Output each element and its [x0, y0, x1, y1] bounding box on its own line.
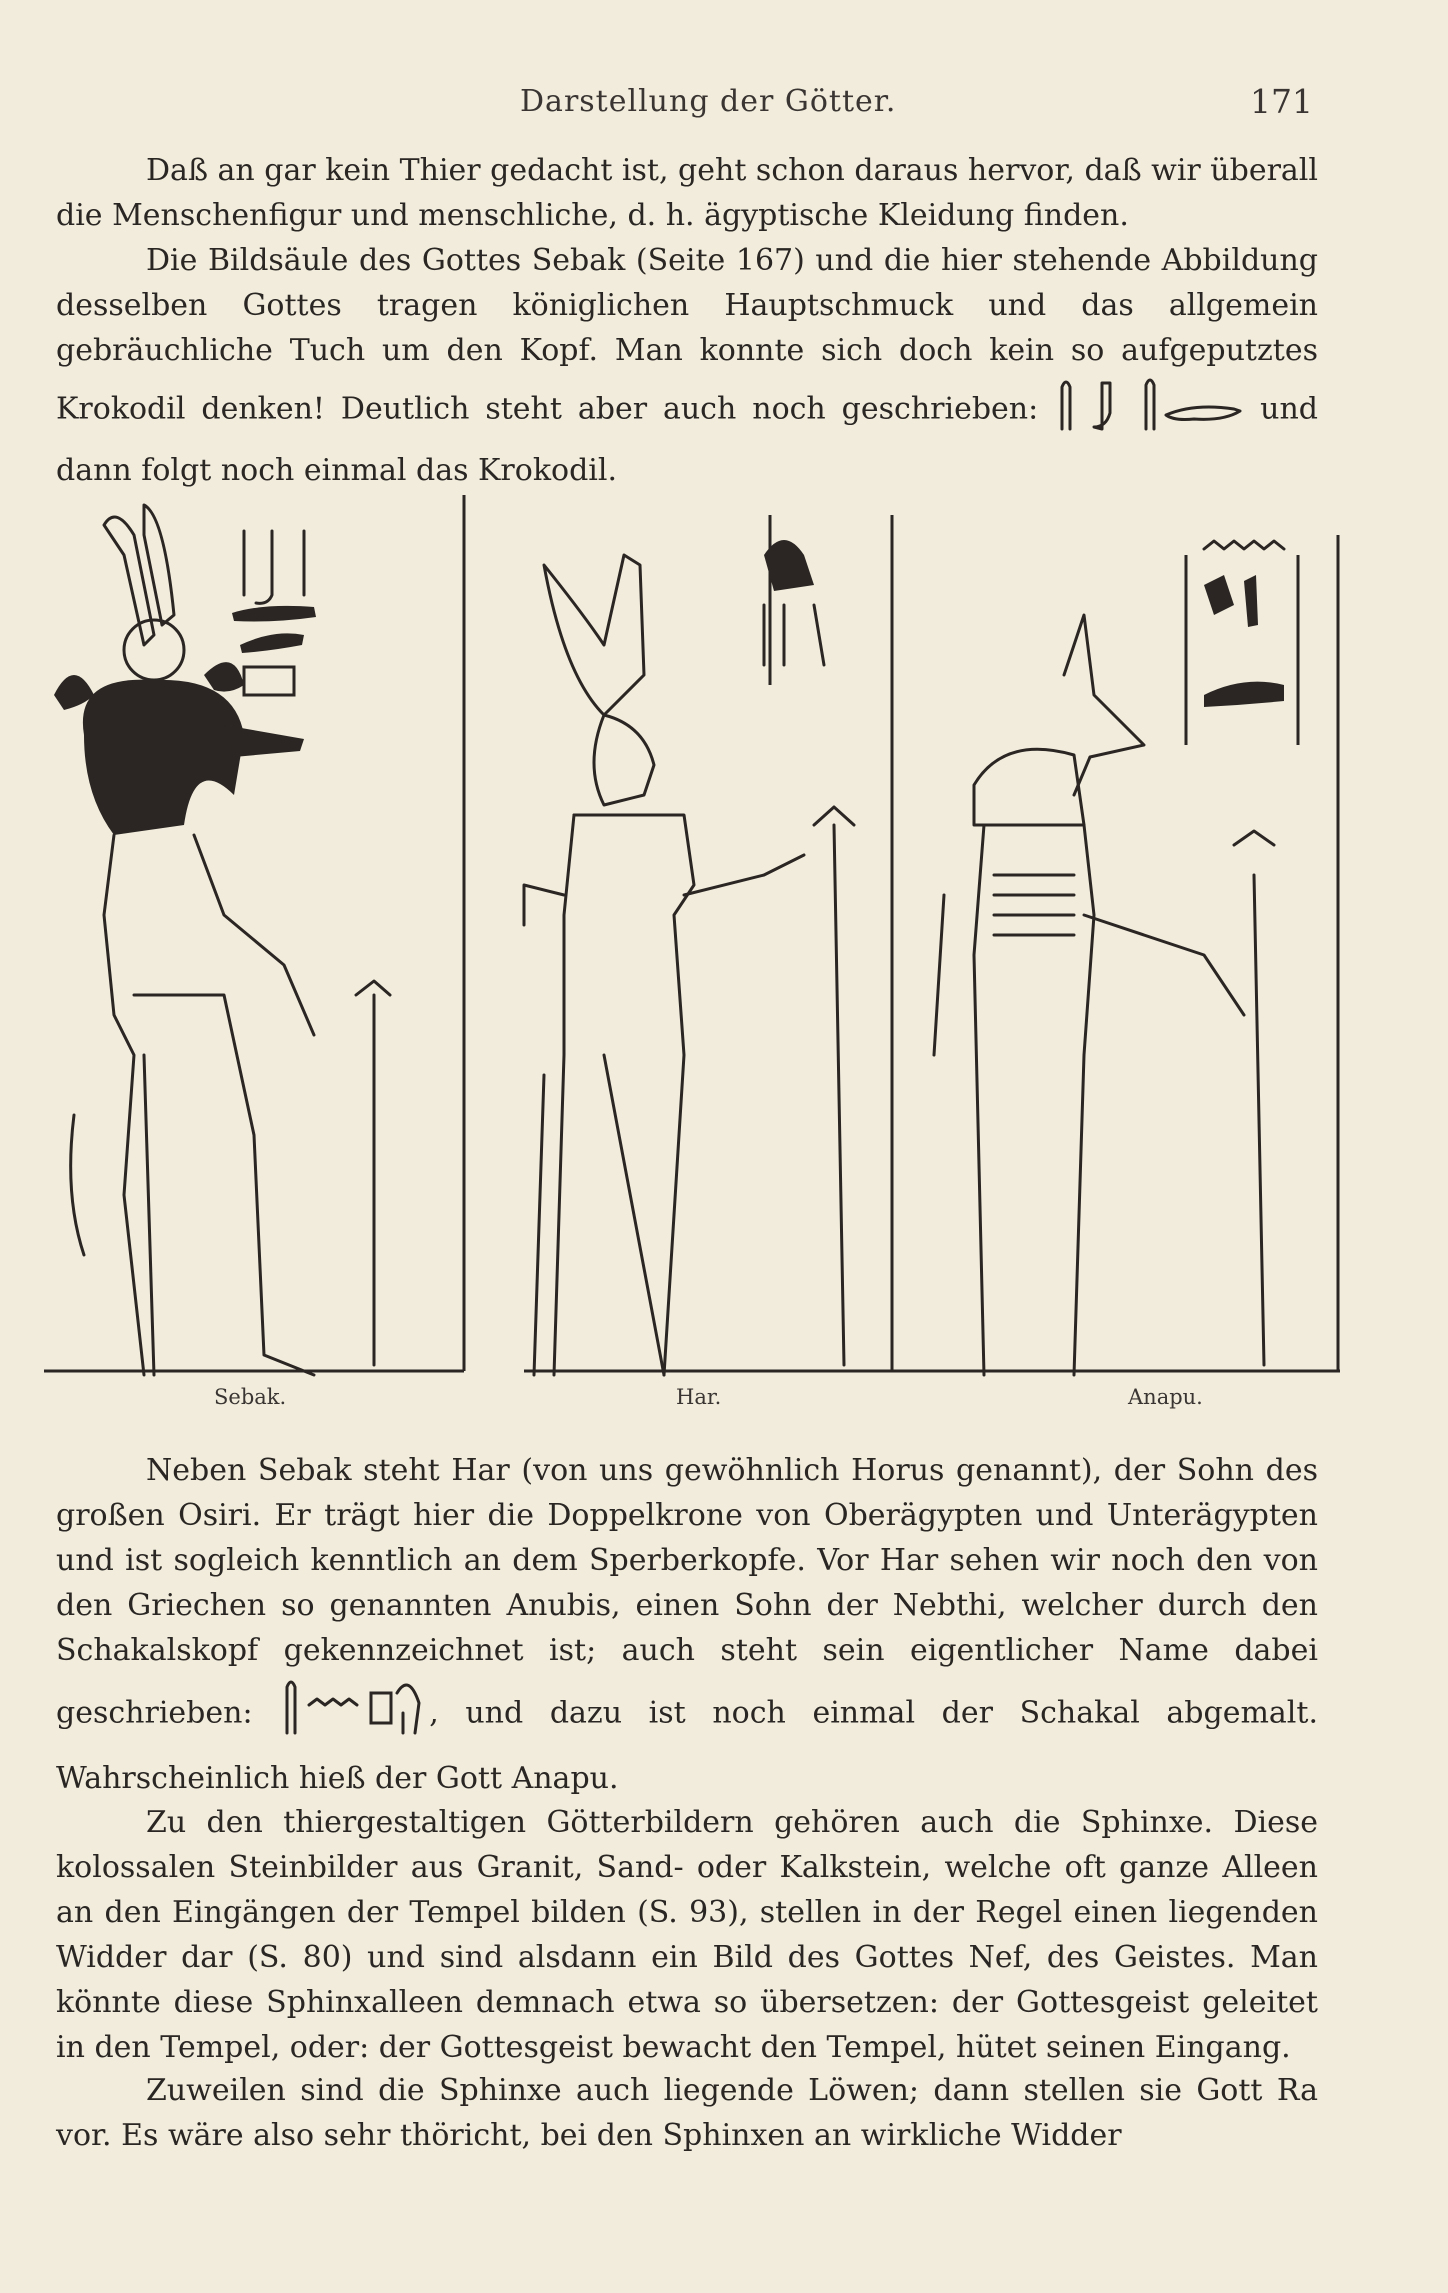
paragraph-5: [56, 2068, 1318, 2158]
har-figure-icon: [524, 555, 854, 1375]
paragraph-1: [56, 148, 1318, 238]
paragraph-2: [56, 238, 1318, 493]
sebak-hieroglyph-icon: [1054, 373, 1244, 448]
page-number: 171: [1250, 82, 1313, 121]
paragraph-3-tail: , und dazu ist noch einmal der Schakal abgemalt. Wahrscheinlich hieß der Gott Anapu.: [56, 1695, 1318, 1796]
caption-har: Har.: [676, 1385, 722, 1409]
page-header: [0, 78, 1448, 126]
paragraph-5-text: Zuweilen sind die Sphinxe auch liegende Löwen; dann stellen sie Gott Ra vor. Es wäre also sehr thöricht, bei den Sphinxen an wirkliche Widder: [56, 2073, 1318, 2153]
anapu-cartouche-icon: [1204, 541, 1284, 707]
caption-anapu: Anapu.: [1128, 1385, 1203, 1409]
paragraph-4: [56, 1800, 1318, 2070]
har-cartouche-icon: [764, 540, 824, 665]
sebak-cartouche-icon: [232, 531, 316, 695]
paragraph-2-text: Die Bildsäule des Gottes Sebak (Seite 167) und die hier stehende Abbildung desselben Gottes tragen königlichen Hauptschmuck und das allgemein gebräuchliche Tuch um den Kopf. Man konnte sich doch kein so aufgeputztes Krokodil denken! Deutlich steht aber auch noch geschrieben:: [56, 243, 1318, 427]
sebak-figure-icon: [54, 505, 390, 1375]
paragraph-3-text: Neben Sebak steht Har (von uns gewöhnlich Horus genannt), der Sohn des großen Osiri. Er trägt hier die Doppelkrone von Oberägypten und Unterägypten und ist sogleich kenntlich an dem Sperberkopfe. Vor Har sehen wir noch den von den Griechen so genannten Anubis, einen Sohn der Nebthi, welcher durch den Schakalskopf gekennzeichnet ist; auch steht sein eigentlicher Name dabei geschrieben:: [56, 1453, 1318, 1731]
anapu-hieroglyph-icon: [279, 1673, 429, 1756]
paragraph-3: [56, 1448, 1318, 1801]
caption-sebak: Sebak.: [214, 1385, 287, 1409]
paragraph-1-text: Daß an gar kein Thier gedacht ist, geht schon daraus hervor, daß wir überall die Menschenfigur und menschliche, d. h. ägyptische Kleidung finden.: [56, 153, 1318, 233]
anapu-figure-icon: [934, 615, 1274, 1375]
running-title: Darstellung der Götter.: [520, 84, 897, 119]
gods-illustration: [44, 495, 1344, 1420]
paragraph-4-text: Zu den thiergestaltigen Götterbildern gehören auch die Sphinxe. Diese kolossalen Steinbilder aus Granit, Sand- oder Kalkstein, welche oft ganze Alleen an den Eingängen der Tempel bilden (S. 93), stellen in der Regel einen liegenden Widder dar (S. 80) und sind alsdann ein Bild des Gottes Nef, des Geistes. Man könnte diese Sphinxalleen demnach etwa so übersetzen: der Gottesgeist geleitet in den Tempel, oder: der Gottesgeist bewacht den Tempel, hütet seinen Eingang.: [56, 1805, 1318, 2065]
paragraph-2-tail: und dann folgt noch einmal das Krokodil.: [56, 391, 1318, 488]
